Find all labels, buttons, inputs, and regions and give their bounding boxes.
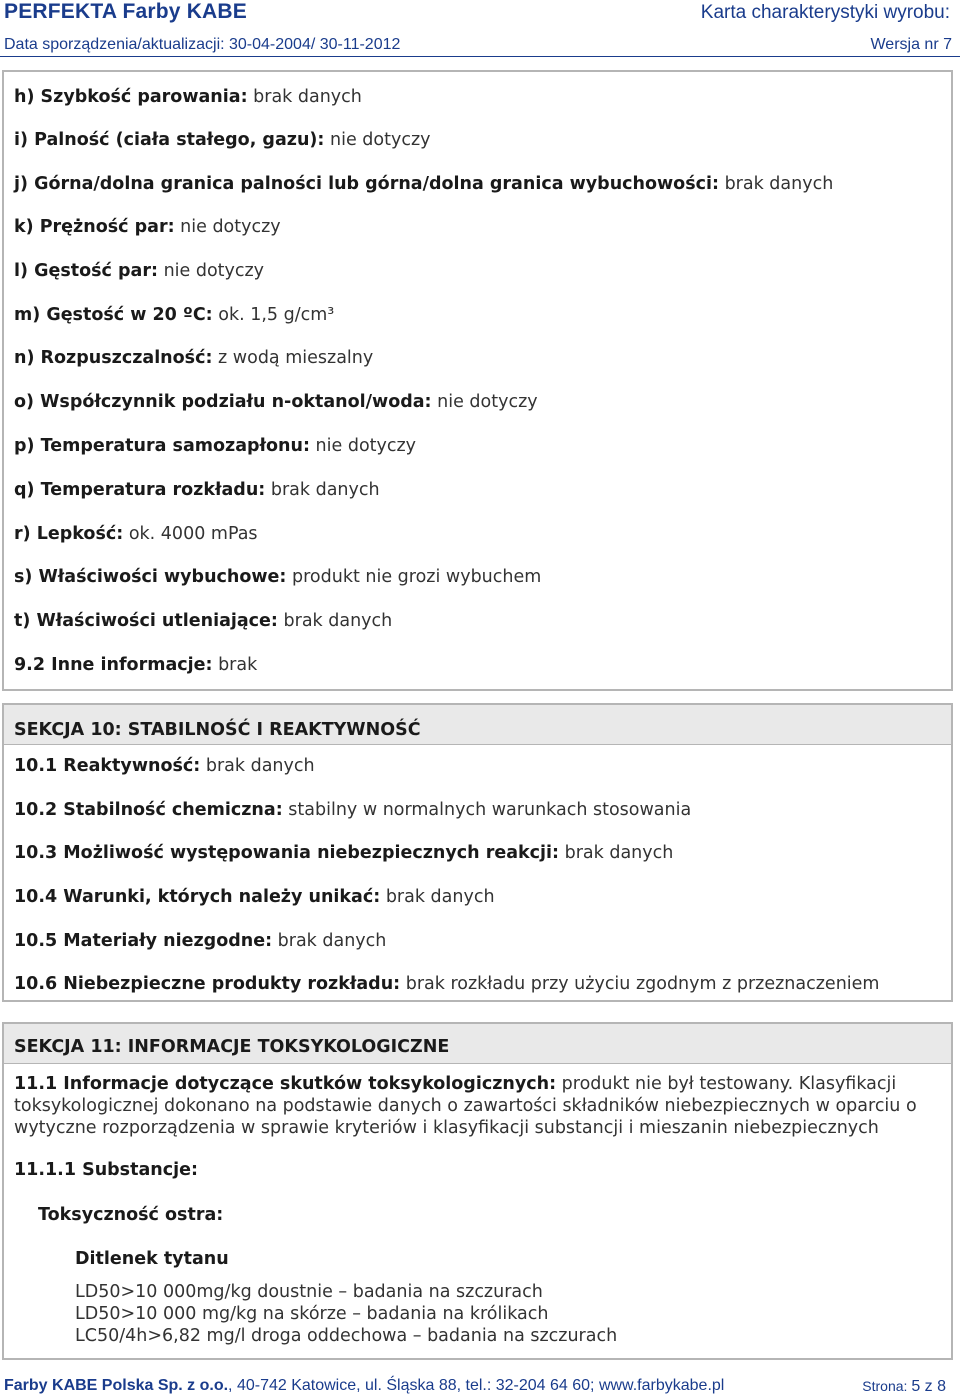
property-row: [14, 887, 495, 907]
section-10-box: [2, 703, 953, 1002]
property-value: brak danych: [564, 843, 674, 863]
property-row: [14, 130, 430, 150]
property-label: 10.6 Niebezpieczne produkty rozkładu:: [14, 974, 401, 994]
substance-name: Ditlenek tytanu: [75, 1249, 229, 1269]
property-value: brak danych: [385, 887, 495, 907]
property-value: nie dotyczy: [437, 392, 538, 412]
toxicology-info-paragraph: [14, 1073, 949, 1139]
property-value: nie dotyczy: [330, 130, 431, 150]
property-row: [14, 524, 258, 544]
page-value: 5 z 8: [911, 1378, 946, 1395]
property-value: produkt nie grozi wybuchem: [292, 567, 542, 587]
header-document-type: Karta charakterystyki wyrobu:: [700, 2, 950, 23]
header-version: Wersja nr 7: [870, 36, 952, 53]
property-value: z wodą mieszalny: [218, 348, 374, 368]
property-label: t) Właściwości utleniające:: [14, 611, 278, 631]
header-dates: Data sporządzenia/aktualizacji: 30-04-2004/ 30-11-2012: [4, 36, 401, 53]
property-label: 10.2 Stabilność chemiczna:: [14, 800, 283, 820]
property-value: brak danych: [270, 480, 380, 500]
property-row: [14, 611, 392, 631]
property-label: h) Szybkość parowania:: [14, 87, 248, 107]
property-label: l) Gęstość par:: [14, 261, 158, 281]
property-label: 10.3 Możliwość występowania niebezpiecznych reakcji:: [14, 843, 560, 863]
toxicology-info-line: wytyczne rozporządzenia w sprawie kryteriów i klasyfikacji substancji i mieszanin niebezpiecznych: [14, 1118, 879, 1138]
property-value: brak danych: [283, 611, 393, 631]
property-label: 10.1 Reaktywność:: [14, 756, 201, 776]
property-value: brak danych: [253, 87, 362, 107]
property-row: [14, 843, 673, 863]
property-label: k) Prężność par:: [14, 217, 175, 237]
toxicology-info-value: produkt nie był testowany. Klasyfikacji: [561, 1074, 897, 1094]
property-value: brak danych: [724, 174, 834, 194]
property-value: nie dotyczy: [315, 436, 417, 456]
toxicity-value-line: LD50>10 000 mg/kg na skórze – badania na królikach: [75, 1304, 549, 1324]
property-label: 10.5 Materiały niezgodne:: [14, 931, 273, 951]
property-value: brak danych: [277, 931, 387, 951]
toxicology-info-line: toksykologicznej dokonano na podstawie danych o zawartości składników niebezpiecznych w oparciu o: [14, 1096, 917, 1116]
property-label: 9.2 Inne informacje:: [14, 655, 213, 675]
footer-address: , 40-742 Katowice, ul. Śląska 88, tel.: 32-204 64 60; www.farbykabe.pl: [228, 1377, 725, 1394]
property-label: j) Górna/dolna granica palności lub górna/dolna granica wybuchowości:: [14, 174, 719, 194]
toxicity-value-line: LD50>10 000mg/kg doustnie – badania na szczurach: [75, 1282, 543, 1302]
property-row: [14, 392, 538, 412]
property-row: [14, 931, 386, 951]
toxicology-info-label: 11.1 Informacje dotyczące skutków toksykologicznych:: [14, 1074, 557, 1094]
property-value: ok. 4000 mPas: [128, 524, 258, 544]
property-value: brak rozkładu przy użyciu zgodnym z przeznaczeniem: [405, 974, 880, 994]
property-row: [14, 756, 315, 776]
page-label: Strona:: [862, 1378, 908, 1394]
page-number: [862, 1378, 946, 1395]
property-label: p) Temperatura samozapłonu:: [14, 436, 310, 456]
property-row: [14, 800, 691, 820]
property-row: [14, 436, 416, 456]
property-value: nie dotyczy: [180, 217, 281, 237]
property-value: brak: [218, 655, 258, 675]
section-9-box: [2, 70, 953, 691]
property-label: r) Lepkość:: [14, 524, 124, 544]
footer-company: Farby KABE Polska Sp. z o.o.: [4, 1377, 229, 1394]
property-label: n) Rozpuszczalność:: [14, 348, 213, 368]
acute-toxicity-heading: Toksyczność ostra:: [38, 1205, 224, 1225]
property-row: [14, 87, 362, 107]
property-value: ok. 1,5 g/cm³: [218, 305, 335, 325]
property-row: [14, 567, 541, 587]
substances-heading: 11.1.1 Substancje:: [14, 1160, 198, 1180]
property-value: nie dotyczy: [163, 261, 265, 281]
other-information-row: [14, 655, 257, 675]
property-row: [14, 974, 879, 994]
footer-company-info: [4, 1377, 724, 1395]
property-label: s) Właściwości wybuchowe:: [14, 567, 287, 587]
toxicity-value-line: LC50/4h>6,82 mg/l droga oddechowa – badania na szczurach: [75, 1326, 618, 1346]
property-value: stabilny w normalnych warunkach stosowania: [288, 800, 692, 820]
property-label: o) Współczynnik podziału n-oktanol/woda:: [14, 392, 432, 412]
property-row: [14, 174, 833, 194]
property-row: [14, 217, 281, 237]
property-row: [14, 348, 373, 368]
property-row: [14, 305, 334, 325]
property-row: [14, 261, 264, 281]
header-company: PERFEKTA Farby KABE: [4, 0, 247, 23]
property-label: q) Temperatura rozkładu:: [14, 480, 266, 500]
header-divider: [0, 56, 960, 57]
section-10-title: SEKCJA 10: STABILNOŚĆ I REAKTYWNOŚĆ: [14, 720, 421, 740]
property-value: brak danych: [205, 756, 315, 776]
property-label: 10.4 Warunki, których należy unikać:: [14, 887, 381, 907]
property-label: i) Palność (ciała stałego, gazu):: [14, 130, 325, 150]
property-label: m) Gęstość w 20 ºC:: [14, 305, 213, 325]
toxicology-info-line: [14, 1073, 949, 1095]
section-11-box: [2, 1022, 953, 1360]
section-11-title: SEKCJA 11: INFORMACJE TOKSYKOLOGICZNE: [14, 1037, 450, 1057]
property-row: [14, 480, 380, 500]
